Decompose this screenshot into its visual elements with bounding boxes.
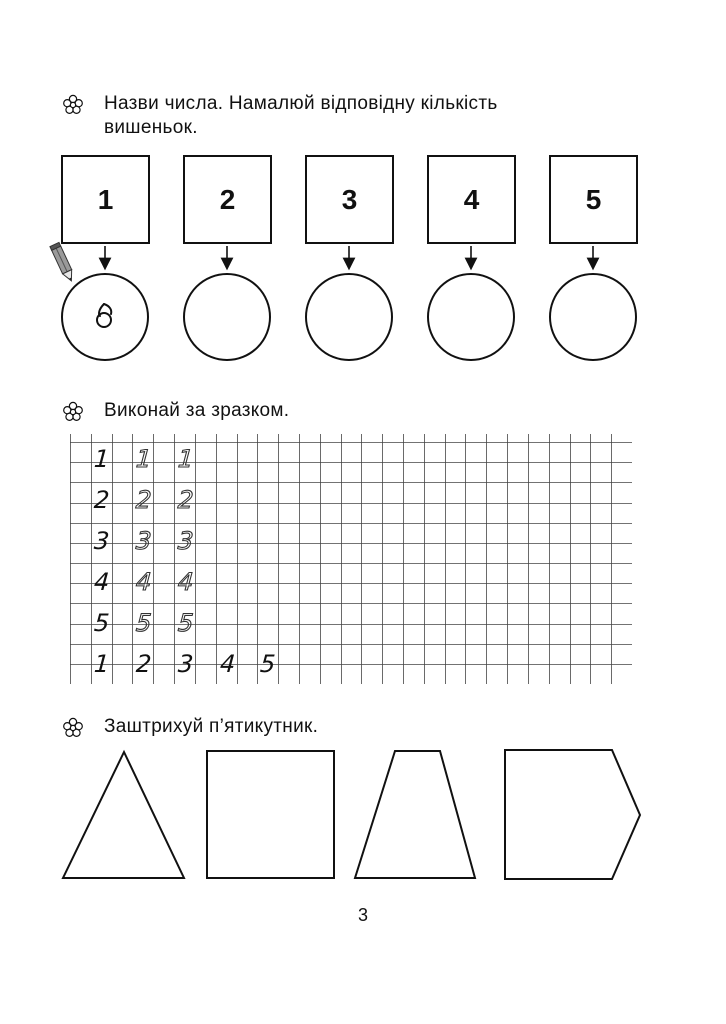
task-1-drawings xyxy=(0,0,726,400)
trace-digit: 1 xyxy=(177,445,195,473)
flower-icon xyxy=(62,401,84,423)
sample-digit: 4 xyxy=(93,568,111,596)
task-2-heading xyxy=(62,399,289,423)
number-box-4: 4 xyxy=(427,155,516,244)
trace-digit: 5 xyxy=(135,609,153,637)
trace-digit: 2 xyxy=(135,486,153,514)
trapezoid-shape[interactable] xyxy=(355,751,475,878)
number-box-1: 1 xyxy=(61,155,150,244)
square-shape[interactable] xyxy=(207,751,334,878)
trace-digit: 5 xyxy=(177,609,195,637)
page-number: 3 xyxy=(357,905,368,925)
trace-digit: 2 xyxy=(177,486,195,514)
task-3-text: Заштрихуй п’ятикутник. xyxy=(104,716,319,737)
trace-digit: 3 xyxy=(135,527,153,555)
pencil-icon xyxy=(50,242,76,282)
sequence-digit: 2 xyxy=(135,650,153,678)
triangle-shape[interactable] xyxy=(63,752,184,878)
sample-digit: 3 xyxy=(93,527,111,555)
sample-digit: 5 xyxy=(93,609,111,637)
sequence-digit: 3 xyxy=(177,650,195,678)
task-3-heading xyxy=(62,715,318,739)
task-2-text: Виконай за зразком. xyxy=(104,400,290,421)
shapes-row xyxy=(0,740,726,890)
trace-digit: 3 xyxy=(177,527,195,555)
writing-grid[interactable] xyxy=(70,434,632,684)
number-box-5: 5 xyxy=(549,155,638,244)
arrow-icon xyxy=(105,246,593,264)
task-1-text: Назви числа. Намалюй відповідну кількість вишеньок. xyxy=(104,93,498,138)
sequence-digit: 5 xyxy=(259,650,277,678)
cherry-icon xyxy=(97,304,111,327)
sample-digit: 2 xyxy=(93,486,111,514)
trace-digit: 4 xyxy=(177,568,195,596)
sequence-digit: 4 xyxy=(219,650,237,678)
grid-lines xyxy=(70,434,632,684)
number-box-3: 3 xyxy=(305,155,394,244)
pentagon-shape[interactable] xyxy=(505,750,640,879)
sequence-digit: 1 xyxy=(93,650,111,678)
trace-digit: 1 xyxy=(135,445,153,473)
trace-digit: 4 xyxy=(135,568,153,596)
sample-digit: 1 xyxy=(93,445,111,473)
number-box-2: 2 xyxy=(183,155,272,244)
flower-icon xyxy=(62,717,84,739)
